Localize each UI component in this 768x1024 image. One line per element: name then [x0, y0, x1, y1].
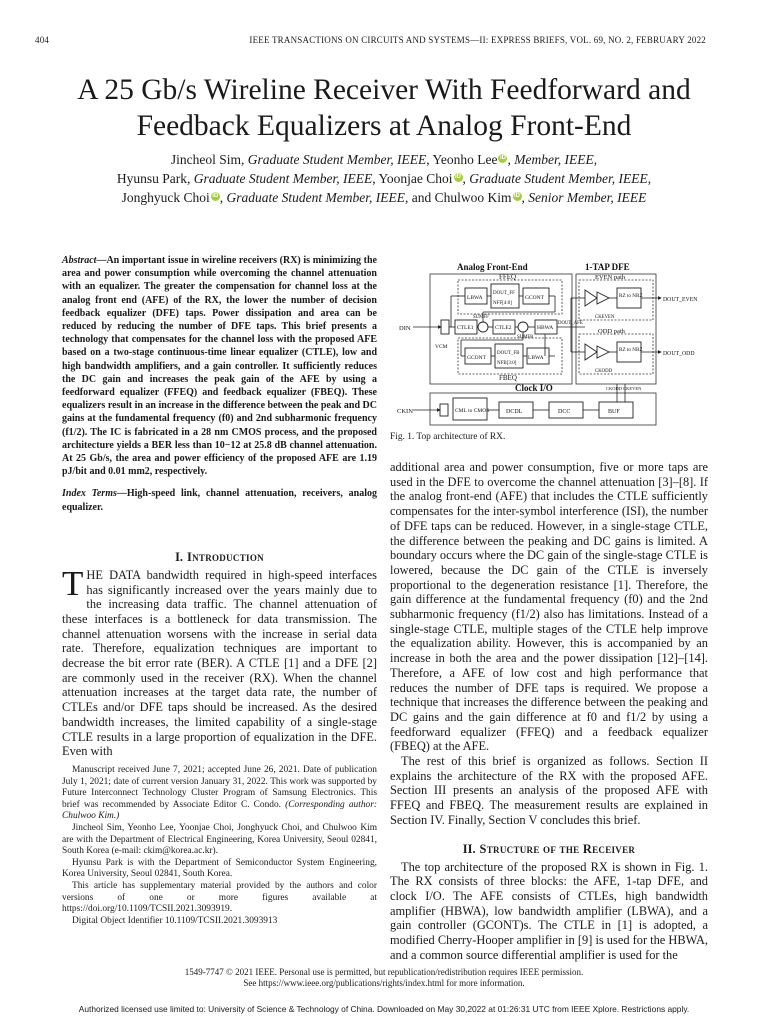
intro-paragraph — [62, 563, 377, 759]
author-name: Chulwoo Kim — [434, 190, 512, 205]
author-line-2: Hyunsu Park, Graduate Student Member, IEEE, Yoonjae Choi iD , Graduate Student Member, IEEE, — [116, 171, 652, 186]
dout-odd-label: DOUT_ODD — [663, 351, 695, 357]
section-heading-structure — [390, 842, 708, 856]
ckeven-label: CKEVEN — [595, 315, 615, 320]
abstract-label: Abstract— — [62, 255, 107, 266]
right-column — [390, 460, 708, 963]
abstract — [62, 254, 377, 478]
rz-nrz-odd-label: RZ to NRZ — [619, 347, 643, 353]
copyright-line-2[interactable]: See https://www.ieee.org/publications/rights/index.html for more information. — [243, 978, 525, 988]
body-paragraph: The rest of this brief is organized as follows. Section II explains the architecture of the RX with the proposed AFE. Section III presents an analysis of the proposed AFE with FFEQ and FBEQ. The measurement results are explained in Section IV. Finally, Section V concludes this brief. — [390, 754, 708, 827]
ck-odd-even-label: CKODD CKEVEN — [606, 386, 642, 391]
gcont-fb-label: GCONT — [467, 355, 486, 361]
sumfb-label: SUMFB — [517, 335, 534, 340]
abstract-text: An important issue in wireline receivers (RX) is minimizing the area and power consumption while overcoming the channel attenuation with an equalizer. The greater the compensation for channel loss at the analog front end (AFE) of the RX, the lower the number of decision feedback equalizer (DFE) taps. Power dissipation and area can be reduced by reducing the number of DFE taps. This brief presents a technology that compensates for the channel loss with the proposed AFE based on a two-stage continuous-time linear equalizer (CTLE), low and high bandwidth amplifiers, and a gain controller. It sufficiently reduces the DC gain and increases the peak gain of the AFE by using a feedforward equalizer (FFEQ) and feedback equalizer (FBEQ). These equalizers result in an increase in the difference between the peak and DC gains at the fundamental frequency (f0) and 2nd subharmonic frequency (f1/2). The IC is fabricated in a 28 nm CMOS process, and the proposed architecture yields a BER less than 10−12 at 25.8 dB channel attenuation. At 25 Gb/s, the area and power efficiency of the proposed AFE are 1.19 pJ/bit and 0.01 mm2, respectively. — [62, 255, 377, 478]
cml-cmos-label: CML to CMOS — [455, 408, 490, 414]
orcid-icon[interactable]: iD — [455, 174, 461, 180]
author-name: Yoonjae Choi — [378, 171, 453, 186]
rz-nrz-even-label: RZ to NRZ — [619, 293, 643, 299]
afe-label: Analog Front-End — [457, 262, 528, 272]
even-summer — [585, 290, 597, 306]
author-role: Graduate Student Member, IEEE — [469, 171, 648, 186]
index-terms-label: Index Terms— — [62, 488, 127, 500]
author-role: Member, IEEE — [514, 152, 594, 167]
section-number: I. — [175, 549, 183, 564]
odd-summer — [585, 344, 597, 360]
rx-architecture-diagram — [395, 258, 707, 428]
orcid-icon[interactable]: iD — [499, 155, 506, 161]
even-comparator — [597, 292, 609, 304]
footnote: Digital Object Identifier 10.1109/TCSII.2021.3093913 — [72, 915, 278, 926]
lbwa-label: LBWA — [467, 295, 483, 301]
input-termination — [441, 320, 449, 334]
author-name: Yeonho Lee — [432, 152, 498, 167]
journal-header: IEEE TRANSACTIONS ON CIRCUITS AND SYSTEMS—II: EXPRESS BRIEFS, VOL. 69, NO. 2, FEBRUARY 2022 — [249, 35, 706, 45]
author-list — [20, 150, 748, 207]
author-role: Graduate Student Member, IEEE — [193, 171, 373, 186]
author-line-1: Jincheol Sim, Graduate Student Member, IEEE, Yeonho Lee iD , Member, IEEE, — [170, 152, 598, 167]
author-role: Senior Member, IEEE — [528, 190, 647, 205]
index-terms-text: High-speed link, channel attenuation, receivers, analog equalizer. — [62, 488, 377, 513]
dcdl-label: DCDL — [506, 409, 523, 415]
author-line-3: Jonghyuck Choi iD , Graduate Student Member, IEEE, and Chulwoo Kim iD , Senior Member, IEEE — [121, 190, 647, 205]
section-title: Introduction — [186, 549, 264, 564]
odd-comparator — [597, 346, 609, 358]
body-paragraph: The top architecture of the proposed RX is shown in Fig. 1. The RX consists of three blocks: the AFE, 1-tap DFE, and clock I/O. The AFE consists of CTLEs, high bandwidth amplifier (HBWA), low bandwidth amplifier (LBWA), and a gain controller (GCONT)s. The CTLE in [1] is adopted, a modified Cherry-Hooper amplifier in [9] is used for the HBWA, and a common source differential amplifier is used for the — [390, 859, 708, 962]
ckodd-label: CKODD — [595, 369, 613, 374]
vcm-label: VCM — [435, 344, 448, 350]
buf-label: BUF — [608, 409, 620, 415]
sumff-label: SUMFF — [473, 315, 489, 320]
download-notice: Authorized licensed use limited to: University of Science & Technology of China. Downloaded on May 30,2022 at 01:26:31 UTC from IEEE Xplore. Restrictions apply. — [78, 1004, 690, 1014]
nfb-label: NFB[3:0] — [497, 361, 517, 366]
copyright-line-1: 1549-7747 © 2021 IEEE. Personal use is permitted, but republication/redistribution requires IEEE permission. — [184, 967, 584, 977]
even-path-label: EVEN path — [595, 274, 626, 281]
ctle1-label: CTLE1 — [457, 325, 474, 331]
title-line-1: A 25 Gb/s Wireline Receiver With Feedforward and — [77, 74, 691, 106]
footnote: Manuscript received June 7, 2021; accepted June 26, 2021. Date of publication July 1, 2021; date of current version January 31, 2022. This work was supported by Future Interconnect Technology Cluster Program of Samsung Electronics. This brief was recommended by Associate Editor C. Condo. (Corresponding author: Chulwoo Kim.) — [62, 765, 377, 822]
index-terms — [62, 487, 377, 513]
copyright-notice — [0, 967, 768, 989]
clock-io-label: Clock I/O — [515, 383, 553, 393]
dout-fb-label: DOUT_FB — [497, 351, 520, 356]
clock-termination — [440, 404, 448, 416]
intro-text: HE DATA bandwidth required in high-speed interfaces has significantly increased over the years mainly due to the increasing data traffic. The channel attenuation of these interfaces is a bottleneck for data transmission. The channel attenuation worsens with the increase in serial data rate. Therefore, equalization techniques are important to decrease the bit error rate (BER). A CTLE [1] and a DFE [2] are commonly used in the receiver (RX). When the channel attenuation increases at the target data rate, the number of CTLEs and/or DFE taps should be increased. As the desired bandwidth increases, the limited capability of a single-stage CTLE results in a large proportion of equalization in the DFE. Even with — [62, 567, 377, 759]
ctle2-label: CTLE2 — [495, 325, 512, 331]
page-number: 404 — [35, 35, 50, 45]
author-role: Graduate Student Member, IEEE — [226, 190, 405, 205]
hbwa-label: HBWA — [537, 325, 554, 331]
dout-afe-label: DOUT_AFE — [558, 321, 583, 326]
orcid-icon[interactable]: iD — [212, 193, 219, 199]
left-column — [62, 254, 377, 927]
ckin-label: CKIN — [397, 408, 413, 415]
section-number: II. — [462, 841, 476, 856]
lbwa-fb-label: LBWA — [528, 355, 544, 361]
dout-ff-label: DOUT_FF — [493, 291, 515, 296]
orcid-icon[interactable]: iD — [514, 193, 521, 199]
section-heading-introduction — [62, 550, 377, 564]
footnote: Jincheol Sim, Yeonho Lee, Yoonjae Choi, Jonghyuck Choi, and Chulwoo Kim are with the Department of Electrical Engineering, Korea University, Seoul 02841, South Korea (e-mail: ckim@korea.ac.kr). — [62, 822, 377, 857]
drop-cap: T — [62, 563, 84, 603]
footnote: This article has supplementary material provided by the authors and color versions of one or more figures available at https://doi.org/10.1109/TCSII.2021.3093919. — [62, 880, 377, 915]
ffeq-label: FFEQ — [499, 273, 517, 281]
nff-label: NFF[4:0] — [493, 301, 512, 306]
sumff-node — [478, 322, 488, 332]
sumfb-node — [518, 322, 528, 332]
dout-even-label: DOUT_EVEN — [663, 297, 698, 303]
author-joiner: and — [411, 190, 432, 205]
title-line-2: Feedback Equalizers at Analog Front-End — [136, 110, 632, 142]
din-label: DIN — [399, 325, 411, 332]
paper-title — [20, 72, 748, 144]
author-name: Hyunsu Park — [116, 171, 188, 186]
fbeq-label: FBEQ — [499, 374, 517, 382]
body-paragraph: additional area and power consumption, five or more taps are used in the DFE to overcome the channel attenuation [3]–[8]. If the analog front-end (AFE) that includes the CTLE sufficiently compensates for the inter-symbol interference (ISI), the number of DFE taps can be reduced. However, in a single-stage CTLE, the difference between the peaking and DC gains is limited. A boundary occurs where the DC gain of the single-stage CTLE is lowered, because the DC gain of the CTLE is inversely proportional to the degeneration resistance [1]. Therefore, the gain difference at the fundamental frequency (f0) and the 2nd subharmonic frequency (f1/2) also has limitations. Instead of a single-stage CTLE, multiple stages of the CTLE help improve the equalization ability. However, this is accompanied by an increase in both the area and the power dissipation [12]–[14]. Therefore, a AFE of low cost and high performance that reduces the number of DFE taps is required. We propose a technique that increases the difference between the peaking and DC gains and the gain difference at f0 and f1/2 by using a feedforward equalizer (FFEQ) and a feedback equalizer (FBEQ) at the AFE. — [390, 460, 708, 754]
gcont-label: GCONT — [525, 295, 544, 301]
author-role: Graduate Student Member, IEEE — [247, 152, 427, 167]
author-name: Jonghyuck Choi — [121, 190, 210, 205]
section-title: Structure of the Receiver — [479, 841, 636, 856]
odd-path-label: ODD path — [598, 328, 625, 335]
author-name: Jincheol Sim — [170, 152, 242, 167]
figure-caption: Fig. 1. Top architecture of RX. — [390, 432, 506, 442]
dcc-label: DCC — [558, 409, 571, 415]
dfe-label: 1-TAP DFE — [585, 262, 630, 272]
figure-1 — [395, 258, 707, 428]
footnotes — [62, 765, 377, 927]
footnote: Hyunsu Park is with the Department of Semiconductor System Engineering, Korea University, Seoul 02841, South Korea. — [62, 857, 377, 880]
